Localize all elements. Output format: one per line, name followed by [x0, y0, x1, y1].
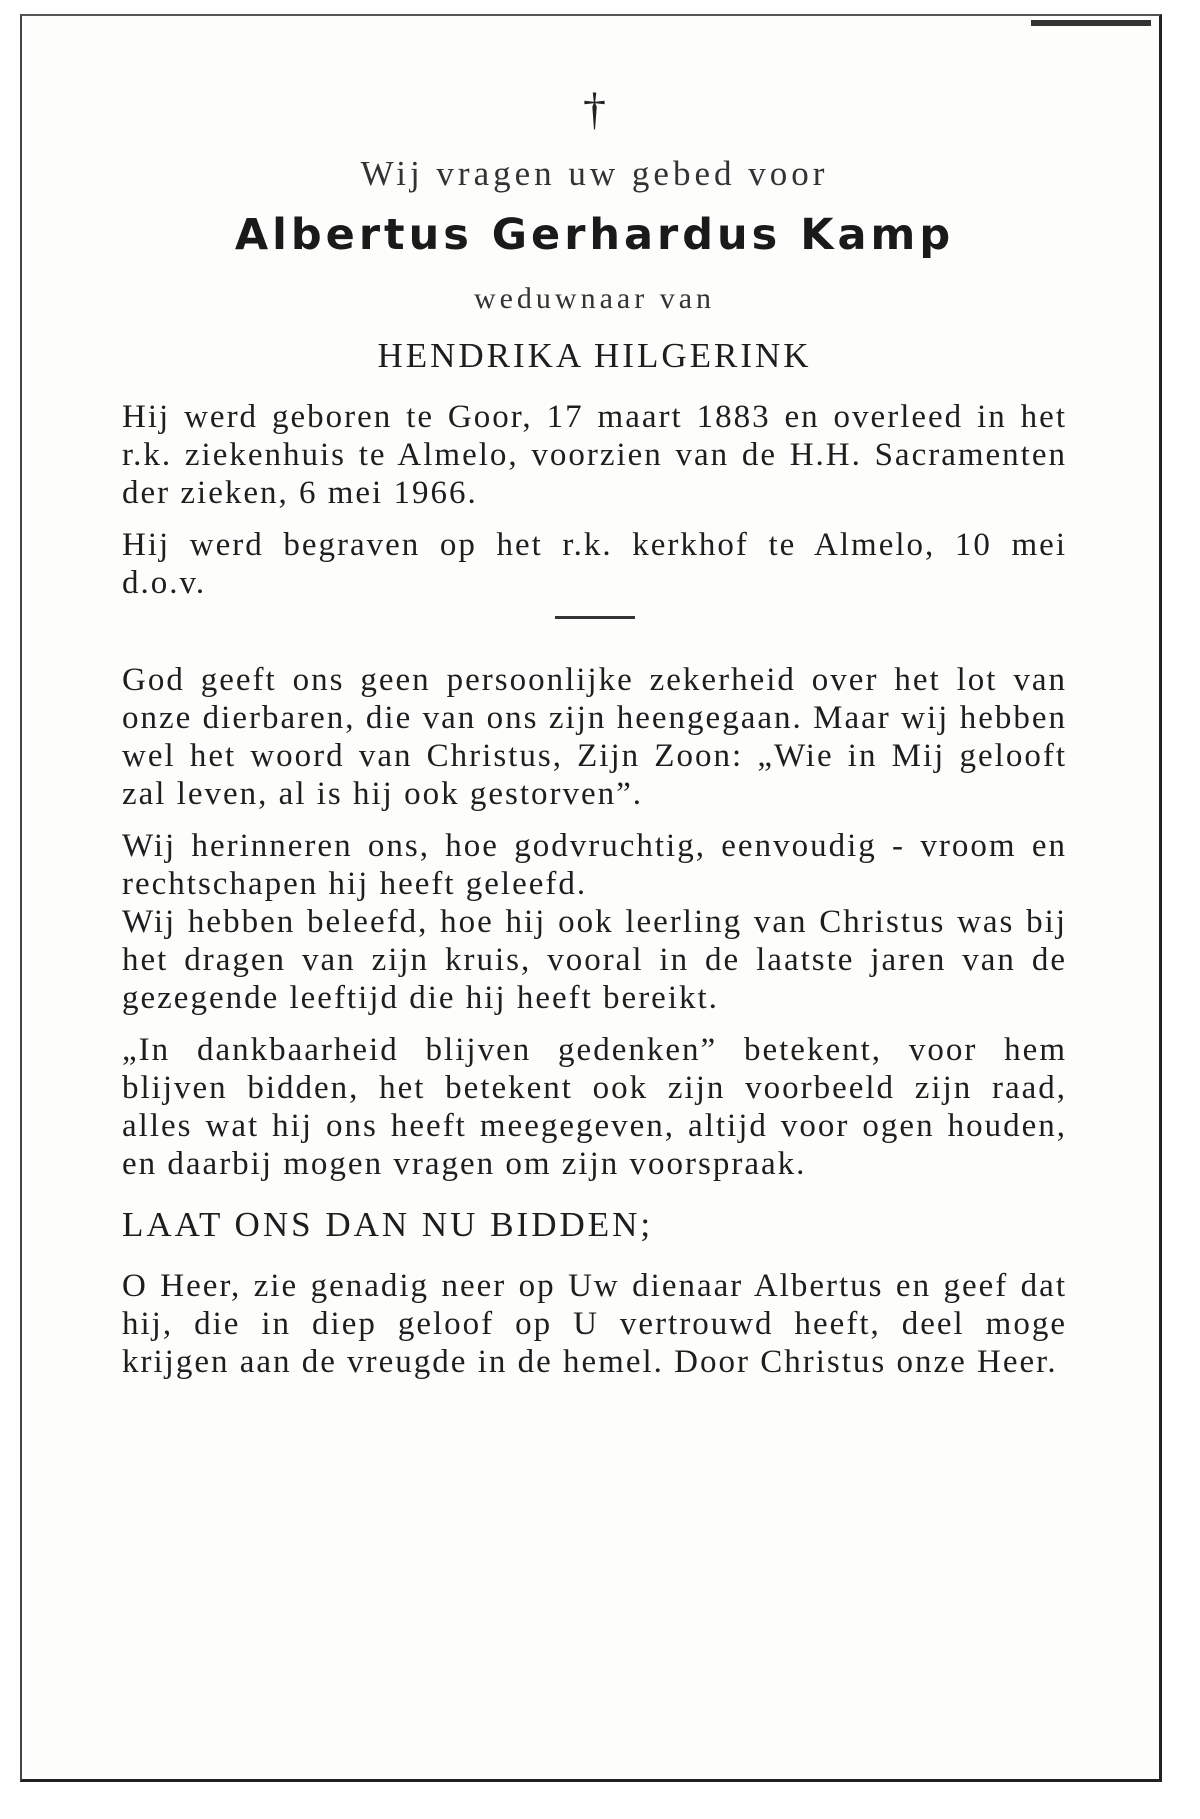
disciple-paragraph: Wij hebben beleefd, hoe hij ook leerling van Christus was bij het dragen van zijn kruis, vooral in de laatste jaren van de gezegende leeftijd die hij heeft bereikt.: [122, 904, 1067, 1016]
prayer-paragraph: O Heer, zie genadig neer op Uw dienaar Albertus en geef dat hij, die in diep geloof op U vertrouwd heeft, deel moge krijgen aan de vreugde in de hemel. Door Christus onze Heer.: [122, 1268, 1067, 1380]
memorial-card: [20, 14, 1162, 1782]
section-divider: [555, 616, 635, 619]
intro-line: Wij vragen uw gebed voor: [360, 154, 829, 193]
card-content: [122, 83, 1067, 1395]
deceased-name: Albertus Gerhardus Kamp: [234, 210, 955, 260]
birth-death-paragraph: Hij werd geboren te Goor, 17 maart 1883 en overleed in het r.k. ziekenhuis te Almelo, voorzien van de H.H. Sacramenten der zieken, 6 mei 1966.: [122, 399, 1067, 511]
burial-paragraph: Hij werd begraven op het r.k. kerkhof te Almelo, 10 mei d.o.v.: [122, 527, 1067, 601]
scan-edge-mark: [1031, 20, 1151, 26]
faith-paragraph: God geeft ons geen persoonlijke zekerheid over het lot van onze dierbaren, die van ons zijn heengegaan. Maar wij hebben wel het woord van Christus, Zijn Zoon: „Wie in Mij gelooft zal leven, al is hij ook gestorven”.: [122, 662, 1067, 812]
remembrance-paragraph: Wij herinneren ons, hoe godvruchtig, eenvoudig - vroom en rechtschapen hij heeft geleefd.: [122, 828, 1067, 902]
gratitude-paragraph: „In dankbaarheid blijven gedenken” betekent, voor hem blijven bidden, het betekent ook zijn voorbeeld zijn raad, alles wat hij ons heeft meegegeven, altijd voor ogen houden, en daarbij mogen vragen om zijn voorspraak.: [122, 1032, 1067, 1182]
prayer-heading: LAAT ONS DAN NU BIDDEN;: [122, 1205, 654, 1244]
widower-label: weduwnaar van: [473, 282, 716, 315]
spouse-name: HENDRIKA HILGERINK: [377, 336, 812, 375]
cross-icon: †: [583, 83, 606, 134]
